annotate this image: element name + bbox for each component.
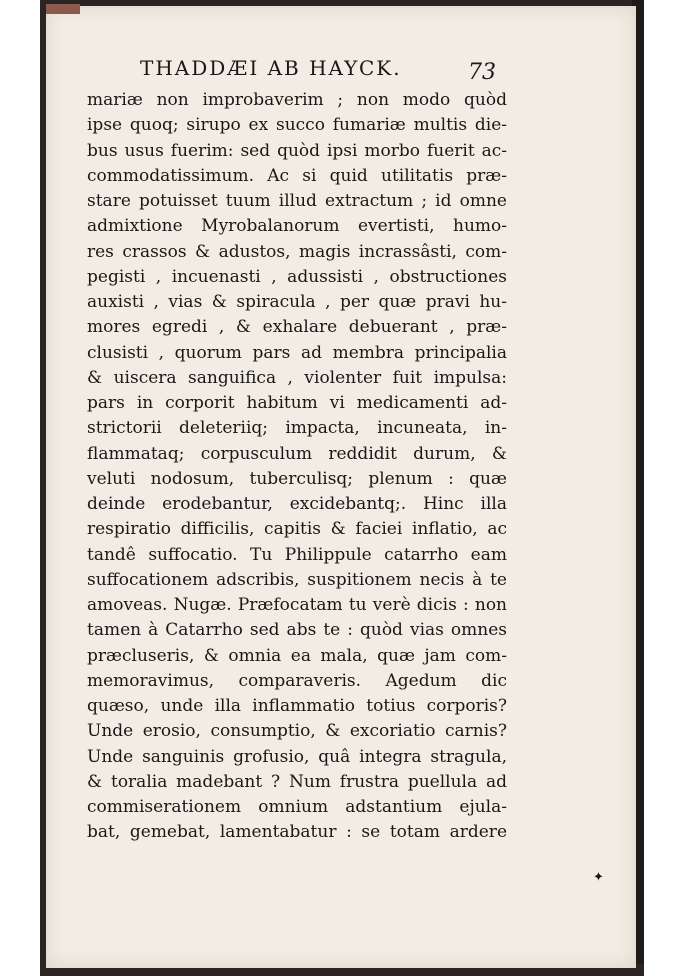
text-line: clusisti , quorum pars ad membra principalia	[87, 342, 507, 363]
text-line: præcluseris, & omnia ea mala, quæ jam com-	[87, 645, 507, 666]
text-line: quæso, unde illa inflammatio totius corporis?	[87, 696, 507, 716]
text-line: Unde sanguinis grofusio, quâ integra stragula,	[87, 746, 507, 767]
text-line: Unde erosio, consumptio, & excoriatio carnis?	[87, 721, 507, 742]
running-head: THADDÆI AB HAYCK.	[140, 56, 402, 80]
text-line: veluti nodosum, tuberculisq; plenum : quæ	[87, 468, 507, 489]
text-line: mariæ non improbaverim ; non modo quòd	[87, 90, 507, 110]
text-line: pars in corporit habitum vi medicamenti ad-	[87, 393, 507, 413]
text-line: bat, gemebat, lamentabatur : se totam ardere	[87, 822, 507, 843]
text-line: bus usus fuerim: sed quòd ipsi morbo fuerit ac-	[87, 140, 507, 161]
page-edge-tab	[46, 4, 80, 14]
text-line: admixtione Myrobalanorum evertisti, humo-	[87, 216, 507, 237]
text-line: flammataq; corpusculum reddidit durum, &	[87, 443, 507, 464]
page-number: 73	[468, 60, 496, 85]
text-line: auxisti , vias & spiracula , per quæ pravi hu-	[87, 292, 507, 312]
text-line: res crassos & adustos, magis incrassâsti, com-	[87, 241, 507, 262]
text-line: commodatissimum. Ac si quid utilitatis præ-	[87, 165, 507, 186]
text-line: & uiscera sanguifica , violenter fuit impulsa:	[87, 367, 507, 388]
text-line: respiratio difficilis, capitis & faciei inflatio, ac	[87, 519, 507, 540]
text-line: deinde erodebantur, excidebantq;. Hinc illa	[87, 494, 507, 514]
text-line: strictorii deleteriiq; impacta, incuneata, in-	[87, 418, 507, 439]
text-line: tandê suffocatio. Tu Philippule catarrho eam	[87, 544, 507, 565]
text-line: stare potuisset tuum illud extractum ; id omne	[87, 191, 507, 211]
text-line: tamen à Catarrho sed abs te : quòd vias omnes	[87, 620, 507, 641]
text-line: memoravimus, comparaveris. Agedum dic	[87, 670, 507, 691]
text-line: commiserationem omnium adstantium ejula-	[87, 797, 507, 817]
text-line: mores egredi , & exhalare debuerant , præ-	[87, 317, 507, 338]
ornament-mark: ✦	[593, 870, 604, 885]
text-line: pegisti , incuenasti , adussisti , obstructiones	[87, 266, 507, 287]
body-text	[87, 88, 507, 846]
text-line: ipse quoq; sirupo ex succo fumariæ multis die-	[87, 115, 507, 136]
text-line: & toralia madebant ? Num frustra puellula ad	[87, 771, 507, 792]
text-line: suffocationem adscribis, suspitionem necis à te	[87, 569, 507, 590]
text-line: amoveas. Nugæ. Præfocatam tu verè dicis : non	[87, 595, 507, 615]
